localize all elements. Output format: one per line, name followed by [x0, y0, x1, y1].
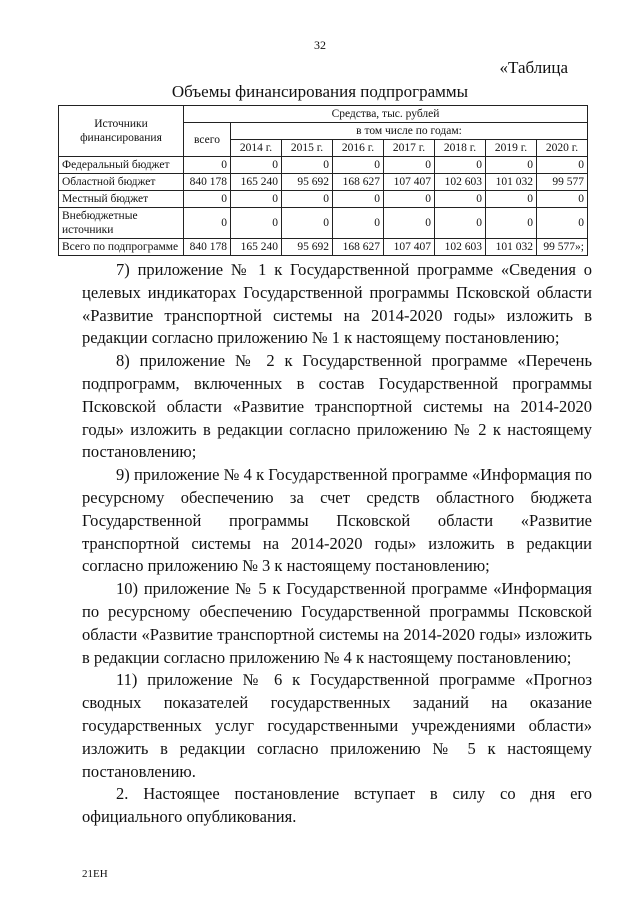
row-total: 0 [184, 191, 231, 208]
row-year-value: 165 240 [231, 174, 282, 191]
row-year-value: 0 [231, 191, 282, 208]
row-source: Местный бюджет [59, 191, 184, 208]
row-year-value: 0 [282, 208, 333, 239]
header-year: 2020 г. [537, 140, 588, 157]
table-row [59, 239, 588, 256]
row-total: 0 [184, 157, 231, 174]
funding-table [58, 105, 588, 256]
body-paragraph: 10) приложение № 5 к Государственной программе «Информация по ресурсному обеспечению Государственной программы Псковской области «Развитие транспортной системы на 2014-2020 годы» изложить в редакции согласно приложению № 4 к настоящему постановлению; [82, 579, 592, 667]
table-row [59, 208, 588, 239]
row-total: 840 178 [184, 239, 231, 256]
row-year-value: 101 032 [486, 239, 537, 256]
body-paragraph: 9) приложение № 4 к Государственной программе «Информация по ресурсному обеспечению за счет средств областного бюджета Государственной программы Псковской области «Развитие транспортной системы на 2014-2020 годы» изложить в редакции согласно приложению № 3 к настоящему постановлению; [82, 465, 592, 576]
row-year-value: 0 [282, 191, 333, 208]
row-year-value: 95 692 [282, 174, 333, 191]
body-paragraph: 11) приложение № 6 к Государственной программе «Прогноз сводных показателей государственных заданий на оказание государственных услуг государственными учреждениями области» изложить в редакции согласно приложению № 5 к настоящему постановлению. [82, 670, 592, 781]
header-year: 2017 г. [384, 140, 435, 157]
header-year: 2018 г. [435, 140, 486, 157]
row-year-value: 107 407 [384, 239, 435, 256]
row-source: Всего по подпрограмме [59, 239, 184, 256]
body-paragraph: 7) приложение № 1 к Государственной программе «Сведения о целевых индикаторах Государственной программы Псковской области «Развитие транспортной системы на 2014-2020 годы» изложить в редакции согласно приложению № 1 к настоящему постановлению; [82, 260, 592, 348]
page-number: 32 [314, 38, 326, 52]
header-year: 2019 г. [486, 140, 537, 157]
header-funds: Средства, тыс. рублей [184, 106, 588, 123]
row-year-value: 168 627 [333, 174, 384, 191]
row-year-value: 0 [486, 191, 537, 208]
row-year-value: 0 [435, 208, 486, 239]
table-row [59, 157, 588, 174]
table-title: Объемы финансирования подпрограммы [171, 82, 469, 101]
footer-code: 21ЕН [82, 868, 108, 880]
row-year-value: 0 [486, 157, 537, 174]
body-paragraph: 8) приложение № 2 к Государственной программе «Перечень подпрограмм, включенных в состав Государственной программы Псковской области «Развитие транспортной системы на 2014-2020 годы» изложить в редакции согласно приложению № 2 к настоящему постановлению; [82, 351, 592, 462]
header-year: 2015 г. [282, 140, 333, 157]
row-year-value: 95 692 [282, 239, 333, 256]
table-body [59, 157, 588, 256]
row-year-value: 0 [486, 208, 537, 239]
table-row [59, 191, 588, 208]
row-year-value: 0 [333, 191, 384, 208]
row-source: Областной бюджет [59, 174, 184, 191]
body-text [82, 259, 592, 829]
row-year-value: 0 [384, 157, 435, 174]
header-by-years: в том числе по годам: [231, 123, 588, 140]
header-year: 2016 г. [333, 140, 384, 157]
row-source: Внебюджетные источники [59, 208, 184, 239]
row-year-value: 101 032 [486, 174, 537, 191]
row-year-value: 0 [333, 208, 384, 239]
body-paragraph: 2. Настоящее постановление вступает в силу со дня его официального опубликования. [82, 784, 592, 827]
row-year-value: 168 627 [333, 239, 384, 256]
row-total: 840 178 [184, 174, 231, 191]
header-sources: Источники финансирования [59, 106, 184, 157]
row-year-value: 165 240 [231, 239, 282, 256]
row-year-value: 0 [435, 191, 486, 208]
table-marker: «Таблица [499, 58, 568, 77]
header-total: всего [184, 123, 231, 157]
header-year: 2014 г. [231, 140, 282, 157]
row-year-value: 102 603 [435, 174, 486, 191]
row-year-value: 0 [333, 157, 384, 174]
row-year-value: 107 407 [384, 174, 435, 191]
row-year-value: 0 [231, 208, 282, 239]
row-year-value: 0 [231, 157, 282, 174]
row-year-value: 99 577»; [537, 239, 588, 256]
row-year-value: 0 [537, 208, 588, 239]
table-row [59, 174, 588, 191]
row-source: Федеральный бюджет [59, 157, 184, 174]
row-total: 0 [184, 208, 231, 239]
row-year-value: 99 577 [537, 174, 588, 191]
row-year-value: 0 [282, 157, 333, 174]
row-year-value: 0 [384, 208, 435, 239]
row-year-value: 102 603 [435, 239, 486, 256]
row-year-value: 0 [537, 191, 588, 208]
row-year-value: 0 [537, 157, 588, 174]
row-year-value: 0 [435, 157, 486, 174]
row-year-value: 0 [384, 191, 435, 208]
